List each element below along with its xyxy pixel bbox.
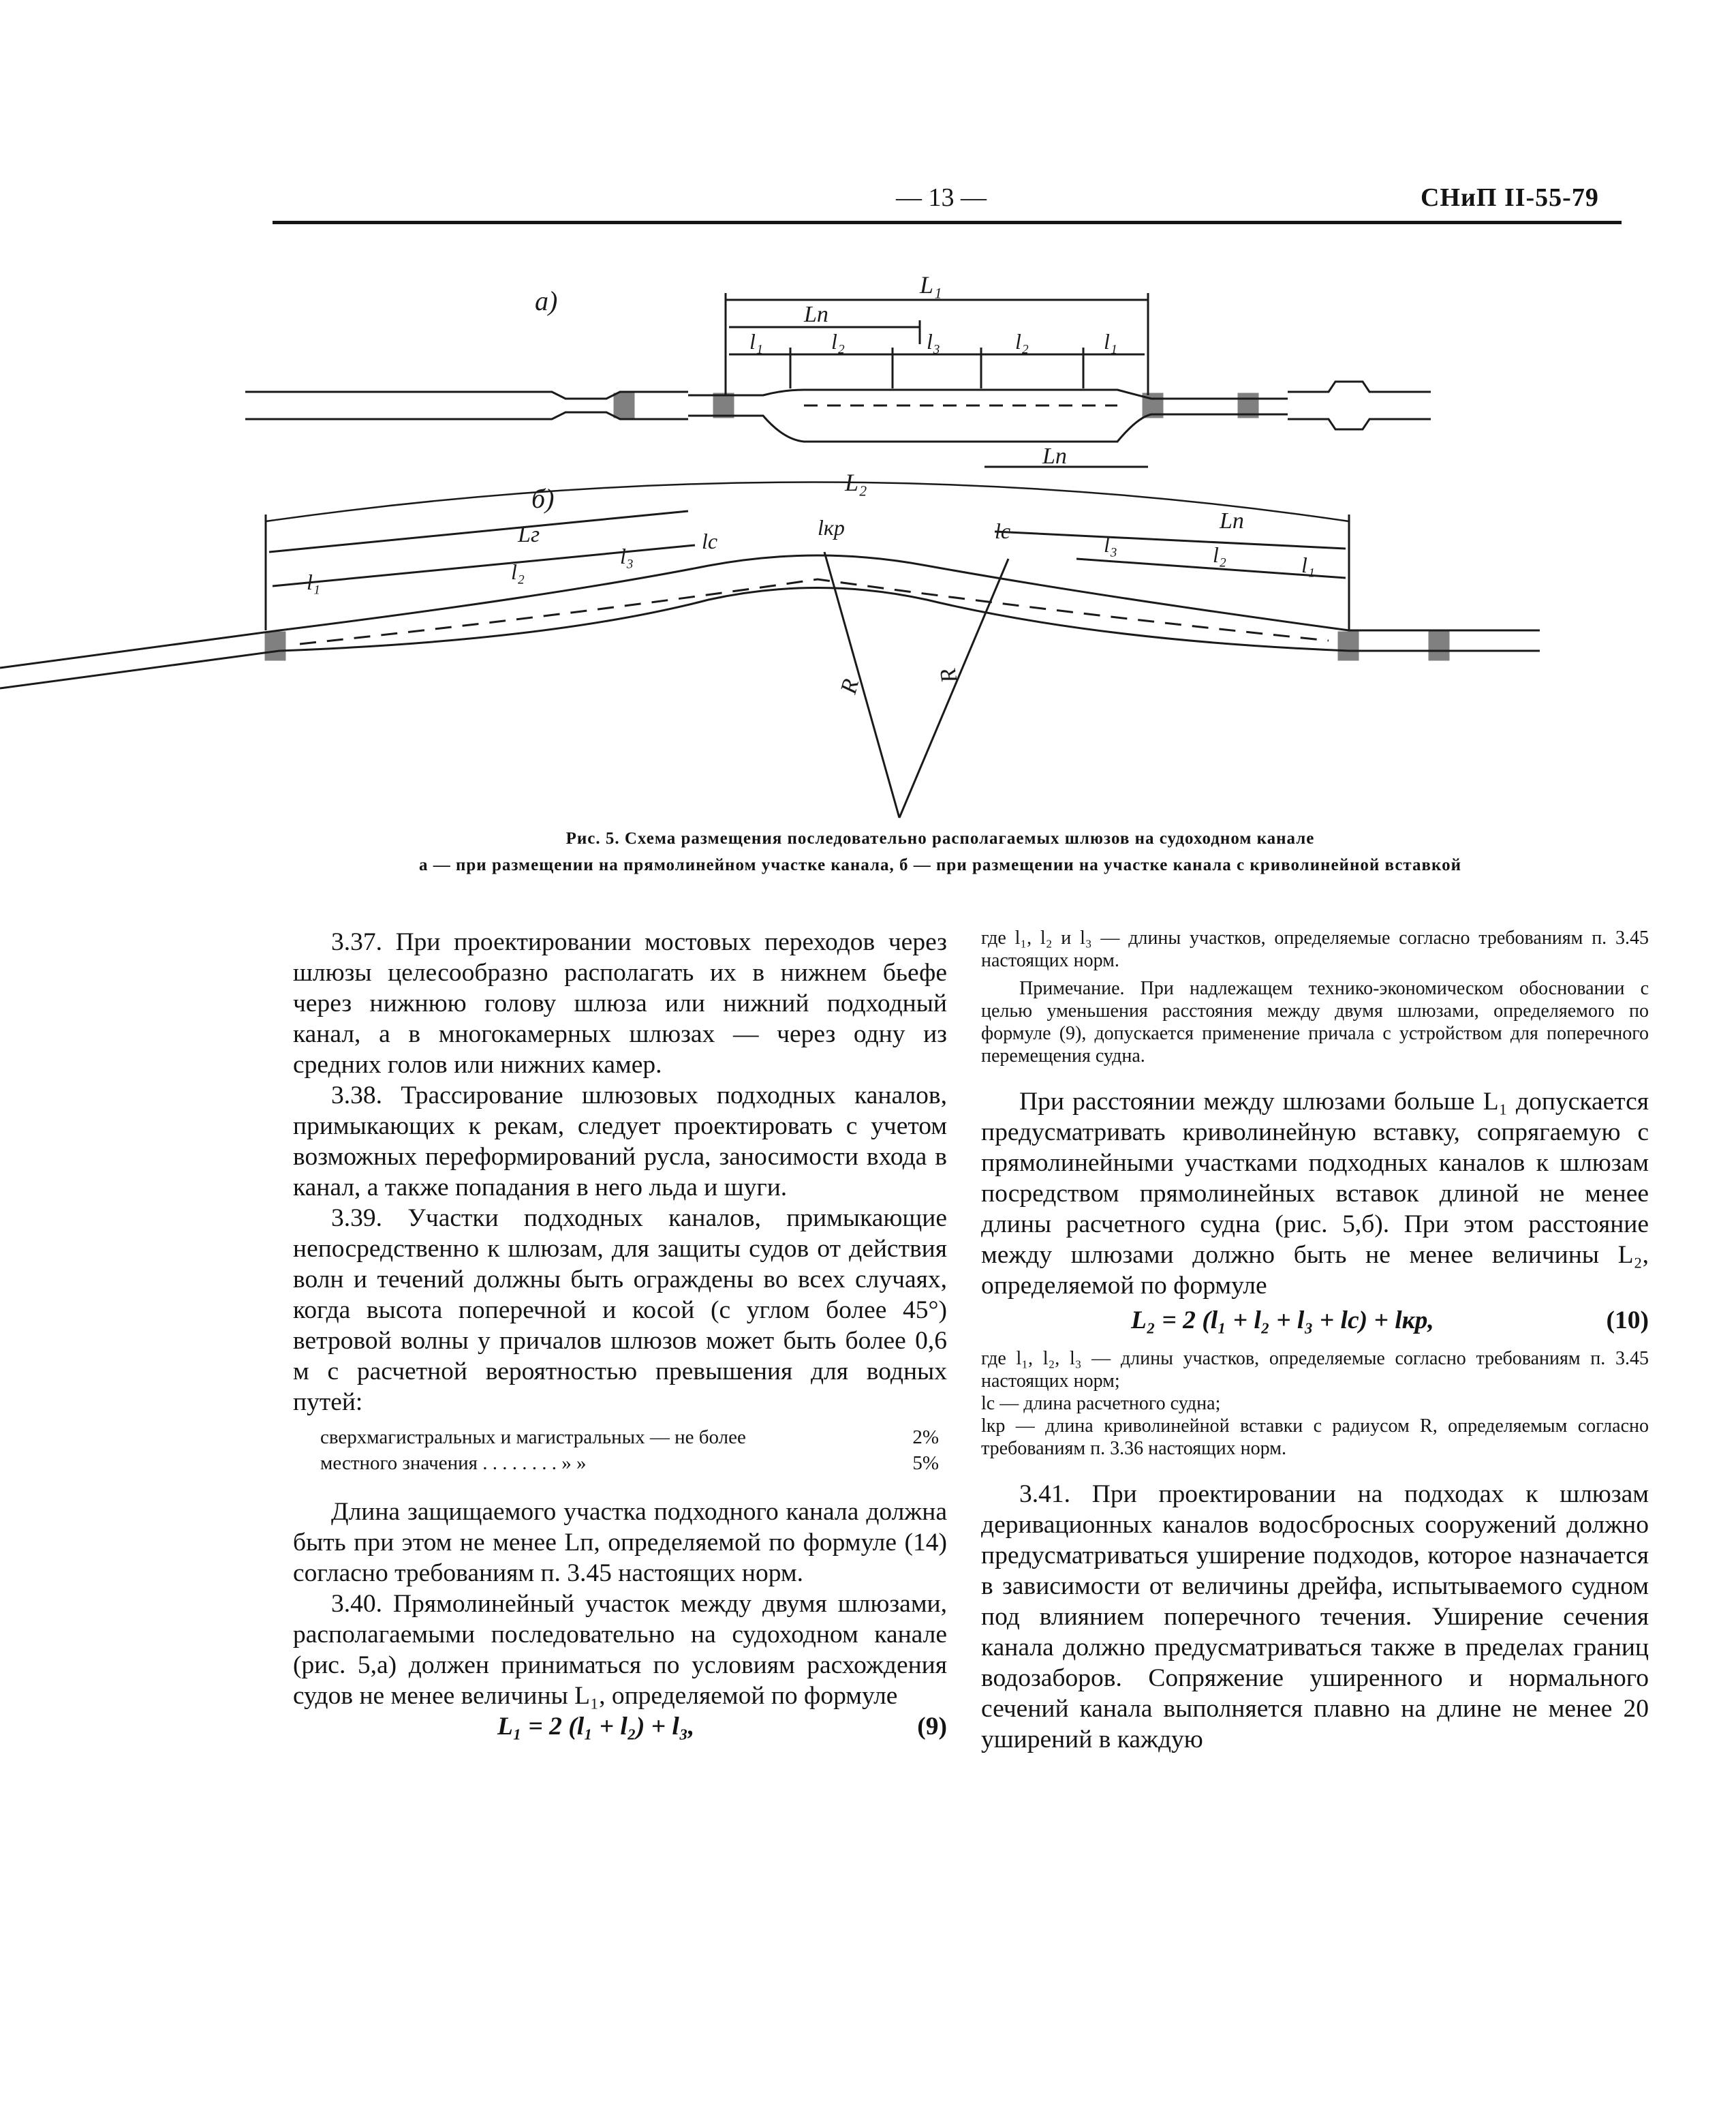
dim-lc-b: lc	[702, 529, 718, 553]
dim-l1-a: l₁	[749, 329, 764, 354]
table-row-value: 5%	[912, 1452, 939, 1474]
radius-label-left: R	[835, 676, 865, 697]
note-paragraph: Примечание. При надлежащем технико-экономическом обосновании с целью уменьшения расстояния между двумя шлюзами, определяемого по формуле (9), допускается применение причала с устройством для поперечного перемещения судна.	[981, 978, 1649, 1067]
wave-probability-table	[293, 1424, 947, 1476]
formula-9-expression: L₁ = 2 (l₁ + l₂) + l₃,	[497, 1713, 695, 1741]
dim-l2r-b: l₂	[1213, 542, 1227, 567]
paragraph-curved-insert: При расстоянии между шлюзами больше L₁ допускается предусматривать криволинейную вставку, сопрягаемую с прямолинейными участками подходных каналов к шлюзам посредством прямолинейных вставок длиной не менее длины расчетного судна (рис. 5,б). При этом расстояние между шлюзами должно быть не менее величины L₂, определяемой по формуле	[981, 1088, 1649, 1300]
paragraph-3-38: 3.38. Трассирование шлюзовых подходных каналов, примыкающих к рекам, следует проектировать с учетом возможных переформирований русла, заносимости входа в канал, а также попадания в него льда и шуги.	[293, 1082, 947, 1201]
dim-Lp-a-bottom: Lп	[1042, 444, 1067, 469]
figure-caption-title: Рис. 5. Схема размещения последовательно располагаемых шлюзов на судоходном канале	[565, 829, 1315, 848]
table-row	[320, 1424, 939, 1450]
dim-Lp-b: Lп	[1220, 508, 1244, 534]
right-column	[981, 927, 1649, 1755]
table-row-value: 2%	[912, 1426, 939, 1448]
paragraph-3-39: 3.39. Участки подходных каналов, примыкающие непосредственно к шлюзам, для защиты судов от действия волн и течений должны быть ограждены во всех случаях, когда высота поперечной и косой (с углом более 45°) ветровой волны у причалов шлюзов может быть более 0,6 м с расчетной вероятностью превышения для водных путей:	[293, 1204, 947, 1416]
dim-l3r-b: l₃	[1104, 532, 1118, 557]
header-rule	[273, 221, 1622, 224]
formula-10-explanation-2: lc — длина расчетного судна;	[981, 1393, 1221, 1414]
dim-l1r-b: l₁	[1301, 553, 1316, 577]
dim-l2-b: l₂	[511, 559, 525, 584]
dim-l2b-a: l₂	[1015, 329, 1029, 354]
paragraph-3-41: 3.41. При проектировании на подходах к шлюзам деривационных каналов водосбросных сооружений должно предусматриваться уширение подходов, которое назначается в зависимости от величины дрейфа, испытываемого судном под влиянием поперечного течения. Уширение сечения канала должно предусматриваться также в пределах границ водозаборов. Сопряжение уширенного и нормального сечений канала выполняется плавно на длине не менее 20 уширений в каждую	[981, 1480, 1649, 1753]
figure-caption-subtitle: а — при размещении на прямолинейном участке канала, б — при размещении на участке канала с криволинейной вставкой	[419, 856, 1461, 874]
standard-code: СНиП II-55-79	[1421, 183, 1599, 212]
fig-label-a: а)	[535, 286, 558, 316]
dim-L1-a: L₁	[920, 271, 942, 298]
table-row-label: сверхмагистральных и магистральных — не более	[320, 1426, 746, 1448]
paragraph-protected-length: Длина защищаемого участка подходного канала должна быть при этом не менее Lп, определяемой по формуле (14) согласно требованиям п. 3.45 настоящих норм.	[293, 1498, 947, 1587]
page-number: — 13 —	[896, 183, 987, 212]
radius-label-right: R	[935, 666, 963, 686]
formula-9-number: (9)	[917, 1713, 947, 1741]
paragraph-3-37: 3.37. При проектировании мостовых переходов через шлюзы целесообразно располагать их в нижнем бьефе через нижнюю голову шлюза или нижний подходный канал, а в многокамерных шлюзах — через одну из средних голов или нижних камер.	[293, 928, 947, 1079]
formula-10-explanation-3: lкр — длина криволинейной вставки с радиусом R, определяемым согласно требованиям п. 3.36 настоящих норм.	[981, 1415, 1649, 1459]
formula-10-number: (10)	[1606, 1306, 1649, 1334]
dim-l3-b: l₃	[620, 544, 634, 568]
table-row	[320, 1450, 939, 1476]
left-column	[293, 927, 947, 1752]
fig-label-b: б)	[531, 483, 555, 514]
dim-L2-b: L₂	[845, 469, 867, 496]
dim-lc2-b: lc	[995, 519, 1011, 543]
table-row-label: местного значения . . . . . . . . » »	[320, 1452, 587, 1474]
dim-Lg-b: Lг	[518, 522, 540, 547]
dim-l1-b: l₁	[307, 570, 321, 594]
formula-9-explanation: где l₁, l₂ и l₃ — длины участков, определяемые согласно требованиям п. 3.45 настоящих норм.	[981, 927, 1649, 971]
figure-5-diagram	[307, 259, 1662, 825]
formula-10-explanation-1: где l₁, l₂, l₃ — длины участков, определяемые согласно требованиям п. 3.45 настоящих норм;	[981, 1348, 1649, 1392]
paragraph-3-40: 3.40. Прямолинейный участок между двумя шлюзами, располагаемыми последовательно на судоходном канале (рис. 5,а) должен приниматься по условиям расхождения судов не менее величины L₁, определяемой по формуле	[293, 1590, 947, 1710]
formula-10-expression: L₂ = 2 (l₁ + l₂ + l₃ + lc) + lкр,	[1131, 1306, 1434, 1334]
dim-l3-a: l₃	[927, 329, 941, 354]
dim-lkr-b: lкр	[818, 515, 845, 540]
dim-l2-a: l₂	[831, 329, 846, 354]
formula-10	[981, 1305, 1649, 1347]
formula-9	[293, 1711, 947, 1752]
dim-l1b-a: l₁	[1104, 329, 1118, 354]
dim-Lp-a: Lп	[804, 302, 828, 327]
